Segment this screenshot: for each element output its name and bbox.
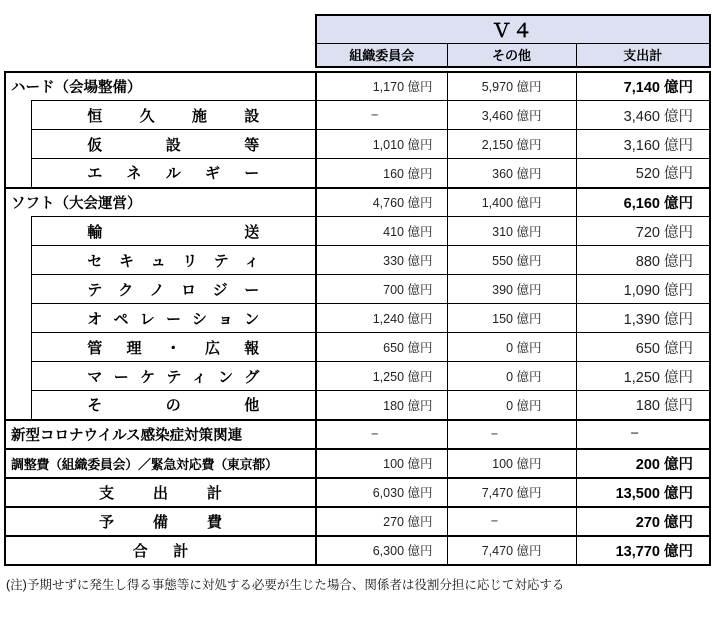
row-label-cell: ソフト（大会運営） [5,188,316,217]
value-cell: 1,090 億円 [576,275,710,304]
value-cell: 200 億円 [576,449,710,478]
table-row [5,391,710,420]
table-row [5,101,710,130]
row-label-cell: ハード（会場整備） [5,72,316,101]
row-label-cell [5,478,316,507]
table-row [5,130,710,159]
row-label: セキュリティ [87,252,260,270]
value-cell: 180 億円 [316,391,447,420]
table-row [5,478,710,507]
value-cell: 180 億円 [576,391,710,420]
row-label: テクノロジー [87,281,260,299]
indent-gutter [5,362,31,391]
value-cell: 880 億円 [576,246,710,275]
row-label-cell [31,304,316,333]
row-label-cell [31,362,316,391]
value-cell: 2,150 億円 [447,130,576,159]
value-cell: 5,970 億円 [447,72,576,101]
value-cell: − [316,420,447,449]
table-row [5,275,710,304]
row-label-cell [31,217,316,246]
row-label-cell [31,159,316,188]
row-label: 支出計 [98,484,261,502]
row-label-cell: 調整費（組織委員会）／緊急対応費（東京都） [5,449,316,478]
row-label-cell [31,246,316,275]
value-cell: 1,250 億円 [316,362,447,391]
value-cell: 100 億円 [316,449,447,478]
value-cell: 6,030 億円 [316,478,447,507]
value-cell: − [447,507,576,536]
value-cell: 360 億円 [447,159,576,188]
table-row [5,72,710,101]
table-row [5,507,710,536]
column-header-soshiki: 組織委員会 [316,44,447,67]
value-cell: 3,460 億円 [447,101,576,130]
column-header-sonota: その他 [447,44,576,67]
table-header [315,14,711,68]
value-cell: 1,010 億円 [316,130,447,159]
indent-gutter [5,101,31,130]
value-cell: 1,390 億円 [576,304,710,333]
indent-gutter [5,333,31,362]
row-label: 合計 [132,542,214,560]
value-cell: 700 億円 [316,275,447,304]
value-cell: 1,170 億円 [316,72,447,101]
value-cell: 0 億円 [447,362,576,391]
budget-table [4,71,711,566]
table-row [5,449,710,478]
footnote: (注)予期せずに発生し得る事態等に対処する必要が生じた場合、関係者は役割分担に応じて対応する [6,577,565,592]
row-label-cell [31,101,316,130]
value-cell: 160 億円 [316,159,447,188]
table-row [5,246,710,275]
value-cell: 7,470 億円 [447,478,576,507]
version-title: Ｖ４ [316,15,710,44]
row-label: 管理・広報 [87,339,260,357]
value-cell: 13,500 億円 [576,478,710,507]
table-row [5,304,710,333]
value-cell: 13,770 億円 [576,536,710,565]
indent-gutter [5,391,31,420]
value-cell: 270 億円 [316,507,447,536]
indent-gutter [5,217,31,246]
value-cell: 390 億円 [447,275,576,304]
value-cell: 150 億円 [447,304,576,333]
table-row [5,159,710,188]
indent-gutter [5,304,31,333]
value-cell: 720 億円 [576,217,710,246]
value-cell: 6,300 億円 [316,536,447,565]
value-cell: 650 億円 [316,333,447,362]
row-label-cell [31,275,316,304]
row-label: 仮設等 [87,136,260,154]
value-cell: 330 億円 [316,246,447,275]
row-label-cell [5,507,316,536]
row-label: 予備費 [98,513,261,531]
budget-table-body [5,72,710,565]
row-label-cell [31,391,316,420]
value-cell: 3,160 億円 [576,130,710,159]
value-cell: 100 億円 [447,449,576,478]
table-row [5,420,710,449]
value-cell: 1,240 億円 [316,304,447,333]
row-label-cell [5,536,316,565]
table-row [5,536,710,565]
row-label: マーケティング [87,368,260,386]
value-cell: 0 億円 [447,391,576,420]
row-label-cell: 新型コロナウイルス感染症対策関連 [5,420,316,449]
value-cell: 1,250 億円 [576,362,710,391]
value-cell: 550 億円 [447,246,576,275]
row-label: 恒久施設 [87,107,260,125]
value-cell: 650 億円 [576,333,710,362]
column-header-shishutsu: 支出計 [576,44,710,67]
indent-gutter [5,246,31,275]
table-row [5,188,710,217]
value-cell: − [576,420,710,449]
value-cell: 6,160 億円 [576,188,710,217]
indent-gutter [5,275,31,304]
value-cell: 270 億円 [576,507,710,536]
row-label: オペレーション [87,310,260,328]
value-cell: − [447,420,576,449]
table-row [5,333,710,362]
value-cell: 1,400 億円 [447,188,576,217]
row-label: その他 [87,397,260,415]
value-cell: − [316,101,447,130]
table-row [5,362,710,391]
value-cell: 520 億円 [576,159,710,188]
value-cell: 310 億円 [447,217,576,246]
indent-gutter [5,130,31,159]
table-row [5,217,710,246]
row-label-cell [31,130,316,159]
row-label-cell [31,333,316,362]
row-label: エネルギー [87,165,260,183]
value-cell: 410 億円 [316,217,447,246]
value-cell: 0 億円 [447,333,576,362]
value-cell: 4,760 億円 [316,188,447,217]
row-label: 輸送 [87,223,260,241]
value-cell: 7,140 億円 [576,72,710,101]
value-cell: 7,470 億円 [447,536,576,565]
version-row [316,15,710,44]
value-cell: 3,460 億円 [576,101,710,130]
column-header-row [316,44,710,67]
indent-gutter [5,159,31,188]
